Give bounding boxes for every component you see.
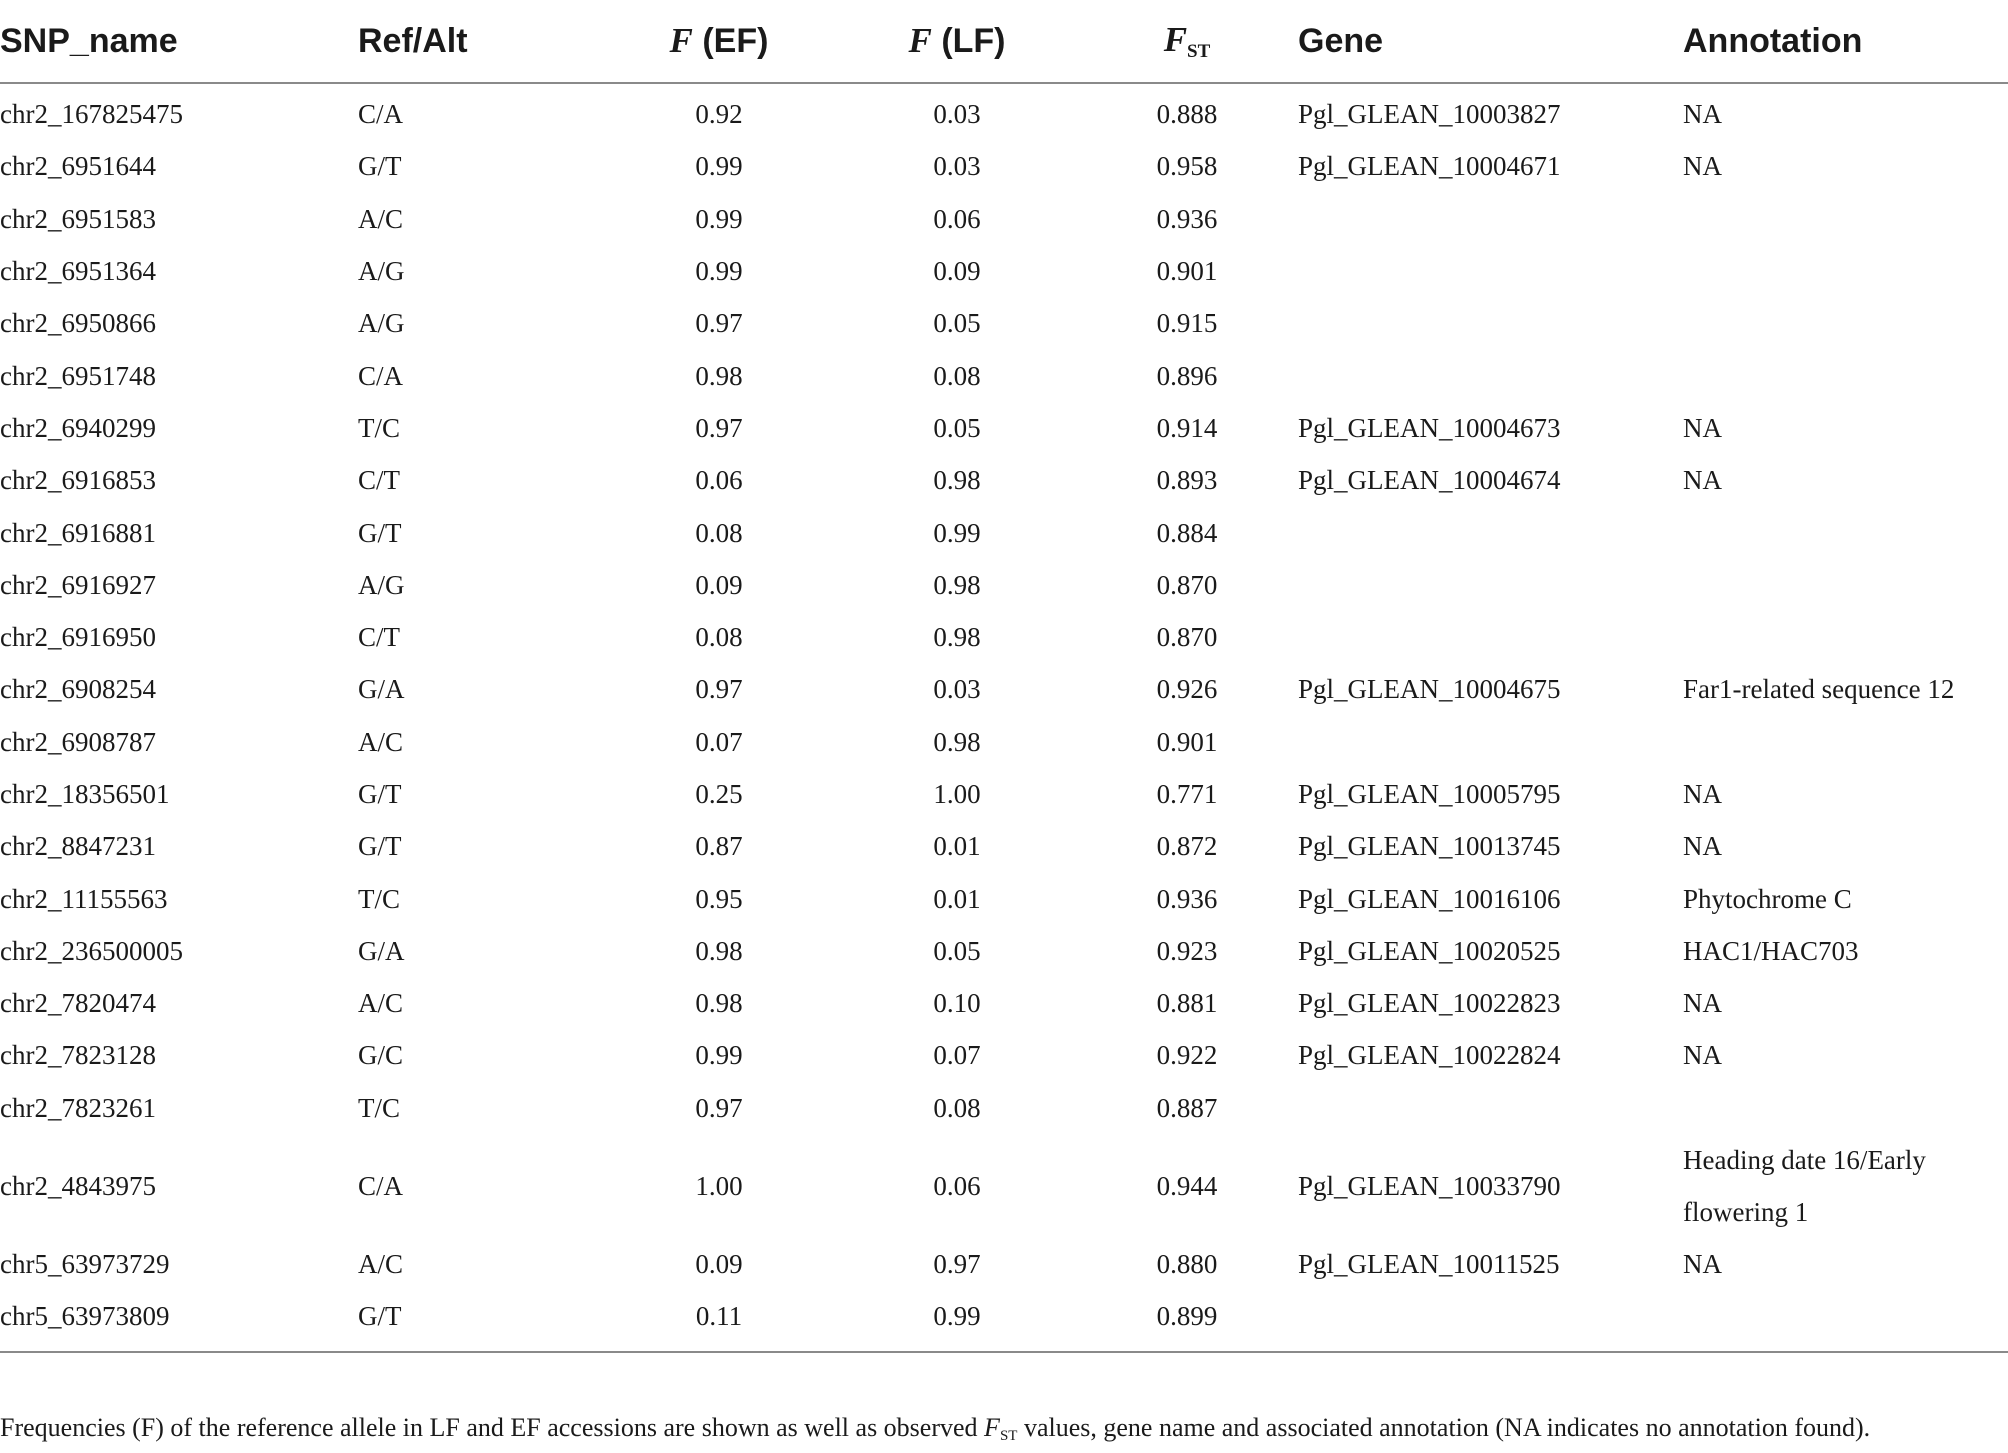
table-row xyxy=(0,83,2008,140)
cell-f-ef: 1.00 xyxy=(695,1170,743,1201)
cell-fst: 0.901 xyxy=(1156,726,1218,757)
cell-f-lf: 0.01 xyxy=(933,831,981,862)
cell-snp-name: chr2_6908787 xyxy=(0,726,156,757)
cell-annotation: NA xyxy=(1683,831,1722,862)
header-gene: Gene xyxy=(1298,0,1683,83)
cell-fst: 0.771 xyxy=(1156,779,1218,809)
cell-annotation xyxy=(1683,1290,2008,1351)
cell-f-ef: 0.97 xyxy=(695,412,743,443)
cell-ref-alt: A/G xyxy=(358,256,405,287)
cell-f-ef: 0.97 xyxy=(695,1092,743,1123)
table-row xyxy=(0,245,2008,297)
table-row xyxy=(0,611,2008,663)
cell-gene: Pgl_GLEAN_10020525 xyxy=(1298,935,1561,966)
table-row xyxy=(0,349,2008,401)
cell-ref-alt: G/T xyxy=(358,151,402,182)
cell-gene xyxy=(1298,349,1683,401)
cell-annotation xyxy=(1683,1134,2008,1238)
cell-gene xyxy=(1298,297,1683,349)
cell-f-ef: 0.95 xyxy=(695,883,743,914)
cell-annotation: NA xyxy=(1683,151,1722,182)
cell-fst: 0.923 xyxy=(1156,935,1218,966)
cell-ref-alt: C/A xyxy=(358,360,404,391)
cell-fst: 0.896 xyxy=(1156,360,1218,391)
cell-snp-name: chr2_6951644 xyxy=(0,151,156,182)
cell-snp-name: chr2_7820474 xyxy=(0,988,156,1019)
cell-f-ef: 0.08 xyxy=(695,517,743,548)
cell-snp-name: chr5_63973809 xyxy=(0,1290,358,1351)
cell-annotation xyxy=(1683,1082,2008,1134)
cell-ref-alt: A/C xyxy=(358,1249,404,1280)
table-row xyxy=(0,716,2008,768)
cell-f-lf: 0.05 xyxy=(933,308,981,339)
cell-fst: 0.915 xyxy=(1156,308,1218,339)
table-body xyxy=(0,83,2008,1352)
table-header xyxy=(0,0,2008,83)
cell-snp-name: chr2_6916881 xyxy=(0,517,156,548)
table-row xyxy=(0,663,2008,715)
cell-annotation xyxy=(1683,297,2008,349)
cell-annotation xyxy=(1683,611,2008,663)
table-row xyxy=(0,193,2008,245)
cell-annotation xyxy=(1683,506,2008,558)
header-f-ef-suffix: (EF) xyxy=(702,22,769,60)
cell-f-lf: 0.98 xyxy=(933,569,981,600)
cell-gene xyxy=(1298,716,1683,768)
header-snp-name: SNP_name xyxy=(0,0,358,83)
cell-f-lf: 0.08 xyxy=(933,360,981,391)
cell-fst: 0.914 xyxy=(1156,412,1218,443)
cell-gene: Pgl_GLEAN_10033790 xyxy=(1298,1170,1561,1201)
cell-f-ef: 0.99 xyxy=(695,256,743,287)
table-row xyxy=(0,297,2008,349)
header-f-lf-suffix: (LF) xyxy=(941,22,1006,60)
header-fst-symbol: F xyxy=(1163,19,1188,59)
header-ref-alt: Ref/Alt xyxy=(358,0,600,83)
cell-f-ef: 0.98 xyxy=(695,988,743,1019)
cell-f-ef: 0.09 xyxy=(695,1249,743,1280)
table-row xyxy=(0,1290,2008,1351)
cell-annotation: Far1-related sequence 12 xyxy=(1683,674,1955,705)
header-annotation: Annotation xyxy=(1683,0,2008,83)
header-row xyxy=(0,0,2008,83)
cell-gene: Pgl_GLEAN_10016106 xyxy=(1298,883,1561,914)
cell-ref-alt: G/T xyxy=(358,831,402,862)
cell-fst: 0.901 xyxy=(1156,256,1218,287)
header-f-ef-symbol: F xyxy=(669,21,693,60)
cell-annotation: Phytochrome C xyxy=(1683,883,1852,914)
cell-fst: 0.936 xyxy=(1156,883,1218,914)
cell-annotation: NA xyxy=(1683,779,1722,809)
cell-ref-alt: A/C xyxy=(358,203,404,234)
cell-gene xyxy=(1298,1290,1683,1351)
cell-fst: 0.893 xyxy=(1156,465,1218,496)
table-row xyxy=(0,454,2008,506)
cell-snp-name: chr2_6916927 xyxy=(0,569,156,600)
cell-annotation: NA xyxy=(1683,99,1722,130)
cell-f-lf: 0.98 xyxy=(933,465,981,496)
header-f-ef xyxy=(600,0,838,83)
table-row xyxy=(0,506,2008,558)
table-row xyxy=(0,402,2008,454)
cell-gene xyxy=(1298,1082,1683,1134)
cell-ref-alt: T/C xyxy=(358,883,401,914)
cell-f-ef: 0.11 xyxy=(600,1290,838,1351)
cell-ref-alt: C/T xyxy=(358,622,401,653)
cell-annotation xyxy=(1683,559,2008,611)
cell-annotation: NA xyxy=(1683,412,1722,443)
table-row xyxy=(0,977,2008,1029)
cell-ref-alt: C/T xyxy=(358,465,401,496)
table-row xyxy=(0,140,2008,192)
caption-part2: values, gene name and associated annotation (NA indicates no annotation found). xyxy=(1017,1413,1871,1442)
table-row xyxy=(0,1029,2008,1081)
cell-f-ef: 0.98 xyxy=(695,360,743,391)
table-row xyxy=(0,1082,2008,1134)
header-f-lf-symbol: F xyxy=(908,21,932,60)
header-fst xyxy=(1076,0,1298,83)
cell-gene xyxy=(1298,559,1683,611)
cell-f-lf: 0.06 xyxy=(933,1170,981,1201)
cell-gene: Pgl_GLEAN_10013745 xyxy=(1298,831,1561,862)
cell-annotation xyxy=(1683,349,2008,401)
cell-fst: 0.870 xyxy=(1156,569,1218,600)
cell-f-lf: 0.03 xyxy=(933,151,981,182)
cell-ref-alt: A/G xyxy=(358,308,405,339)
caption-part1: Frequencies (F) of the reference allele in LF and EF accessions are shown as well as observed xyxy=(0,1413,985,1442)
cell-f-lf: 0.03 xyxy=(933,99,981,130)
cell-f-ef: 0.08 xyxy=(695,622,743,653)
cell-annotation xyxy=(1683,716,2008,768)
cell-annotation: NA xyxy=(1683,1249,1722,1280)
cell-f-ef: 0.25 xyxy=(695,779,743,809)
cell-gene: Pgl_GLEAN_10003827 xyxy=(1298,99,1561,130)
cell-fst: 0.944 xyxy=(1156,1170,1218,1201)
cell-ref-alt: G/A xyxy=(358,935,405,966)
cell-fst: 0.870 xyxy=(1156,622,1218,653)
table-row xyxy=(0,820,2008,872)
cell-snp-name: chr2_236500005 xyxy=(0,935,183,966)
table-row xyxy=(0,559,2008,611)
cell-annotation: NA xyxy=(1683,1040,1722,1071)
cell-f-lf: 0.09 xyxy=(933,256,981,287)
cell-ref-alt: T/C xyxy=(358,1092,401,1123)
cell-ref-alt: C/A xyxy=(358,1170,404,1201)
cell-f-ef: 0.09 xyxy=(695,569,743,600)
cell-snp-name: chr2_167825475 xyxy=(0,99,183,130)
cell-ref-alt: T/C xyxy=(358,412,401,443)
cell-gene: Pgl_GLEAN_10004671 xyxy=(1298,151,1561,182)
cell-snp-name: chr5_63973729 xyxy=(0,1249,170,1280)
cell-f-lf: 0.99 xyxy=(933,517,981,548)
cell-f-lf: 0.97 xyxy=(933,1249,981,1280)
cell-gene: Pgl_GLEAN_10004674 xyxy=(1298,465,1561,496)
cell-f-ef: 0.97 xyxy=(695,308,743,339)
cell-f-lf: 0.05 xyxy=(933,412,981,443)
cell-fst: 0.884 xyxy=(1156,517,1218,548)
cell-gene xyxy=(1298,193,1683,245)
cell-snp-name: chr2_8847231 xyxy=(0,831,156,862)
cell-f-lf: 0.98 xyxy=(933,726,981,757)
header-f-lf xyxy=(838,0,1076,83)
cell-snp-name: chr2_6916950 xyxy=(0,622,156,653)
cell-f-lf: 1.00 xyxy=(933,779,981,809)
cell-f-ef: 0.87 xyxy=(695,831,743,862)
cell-f-lf: 0.99 xyxy=(838,1290,1076,1351)
cell-snp-name: chr2_11155563 xyxy=(0,883,168,914)
cell-gene: Pgl_GLEAN_10005795 xyxy=(1298,779,1561,809)
table-row xyxy=(0,768,2008,820)
cell-ref-alt: A/C xyxy=(358,726,404,757)
cell-f-lf: 0.08 xyxy=(933,1092,981,1123)
cell-f-lf: 0.01 xyxy=(933,883,981,914)
cell-fst: 0.887 xyxy=(1156,1092,1218,1123)
cell-ref-alt: A/G xyxy=(358,569,405,600)
cell-snp-name: chr2_6950866 xyxy=(0,308,156,339)
cell-ref-alt: G/T xyxy=(358,1290,600,1351)
cell-fst: 0.926 xyxy=(1156,674,1218,705)
cell-ref-alt: G/C xyxy=(358,1040,404,1071)
cell-fst: 0.881 xyxy=(1156,988,1218,1019)
cell-gene: Pgl_GLEAN_10011525 xyxy=(1298,1249,1560,1280)
cell-snp-name: chr2_4843975 xyxy=(0,1170,156,1201)
cell-fst: 0.936 xyxy=(1156,203,1218,234)
cell-ref-alt: G/T xyxy=(358,517,402,548)
cell-fst: 0.958 xyxy=(1156,151,1218,182)
cell-f-ef: 0.99 xyxy=(695,1040,743,1071)
cell-f-ef: 0.99 xyxy=(695,203,743,234)
cell-annotation: HAC1/HAC703 xyxy=(1683,935,1859,966)
cell-snp-name: chr2_6908254 xyxy=(0,674,156,705)
cell-gene: Pgl_GLEAN_10022823 xyxy=(1298,988,1561,1019)
cell-fst: 0.880 xyxy=(1156,1249,1218,1280)
cell-f-lf: 0.06 xyxy=(933,203,981,234)
cell-annotation: NA xyxy=(1683,988,1722,1019)
cell-ref-alt: A/C xyxy=(358,988,404,1019)
cell-annotation-line2: flowering 1 xyxy=(1683,1196,1809,1227)
cell-ref-alt: G/A xyxy=(358,674,405,705)
cell-f-ef: 0.99 xyxy=(695,151,743,182)
cell-f-lf: 0.05 xyxy=(933,935,981,966)
cell-fst: 0.872 xyxy=(1156,831,1218,862)
cell-gene: Pgl_GLEAN_10022824 xyxy=(1298,1040,1561,1071)
cell-snp-name: chr2_18356501 xyxy=(0,779,170,809)
cell-gene xyxy=(1298,245,1683,297)
cell-gene xyxy=(1298,611,1683,663)
table-row xyxy=(0,925,2008,977)
cell-f-lf: 0.10 xyxy=(933,988,981,1019)
cell-gene xyxy=(1298,506,1683,558)
cell-fst: 0.899 xyxy=(1076,1290,1298,1351)
cell-f-lf: 0.03 xyxy=(933,674,981,705)
cell-gene: Pgl_GLEAN_10004673 xyxy=(1298,412,1561,443)
cell-annotation-line1: Heading date 16/Early xyxy=(1683,1144,1926,1175)
cell-f-lf: 0.07 xyxy=(933,1040,981,1071)
cell-f-ef: 0.92 xyxy=(695,99,743,130)
cell-snp-name: chr2_6916853 xyxy=(0,465,156,496)
cell-f-ef: 0.98 xyxy=(695,935,743,966)
caption-fst-subscript: ST xyxy=(999,1428,1018,1444)
cell-annotation: NA xyxy=(1683,465,1722,496)
table-row xyxy=(0,1134,2008,1238)
cell-annotation xyxy=(1683,193,2008,245)
cell-snp-name: chr2_7823128 xyxy=(0,1040,156,1071)
cell-snp-name: chr2_6951364 xyxy=(0,256,156,287)
cell-f-ef: 0.07 xyxy=(695,726,743,757)
cell-ref-alt: C/A xyxy=(358,99,404,130)
cell-f-lf: 0.98 xyxy=(933,622,981,653)
table-row xyxy=(0,872,2008,924)
cell-snp-name: chr2_6951748 xyxy=(0,360,156,391)
cell-fst: 0.888 xyxy=(1156,99,1218,130)
header-fst-subscript: ST xyxy=(1187,40,1211,62)
cell-f-ef: 0.97 xyxy=(695,674,743,705)
cell-gene: Pgl_GLEAN_10004675 xyxy=(1298,674,1561,705)
cell-ref-alt: G/T xyxy=(358,779,402,809)
cell-annotation xyxy=(1683,245,2008,297)
table-row xyxy=(0,1238,2008,1290)
cell-fst: 0.922 xyxy=(1156,1040,1218,1071)
caption-fst-symbol: F xyxy=(984,1413,1000,1442)
cell-snp-name: chr2_6940299 xyxy=(0,412,156,443)
cell-snp-name: chr2_7823261 xyxy=(0,1092,156,1123)
table-caption xyxy=(0,1413,1870,1445)
cell-f-ef: 0.06 xyxy=(695,465,743,496)
cell-snp-name: chr2_6951583 xyxy=(0,203,156,234)
